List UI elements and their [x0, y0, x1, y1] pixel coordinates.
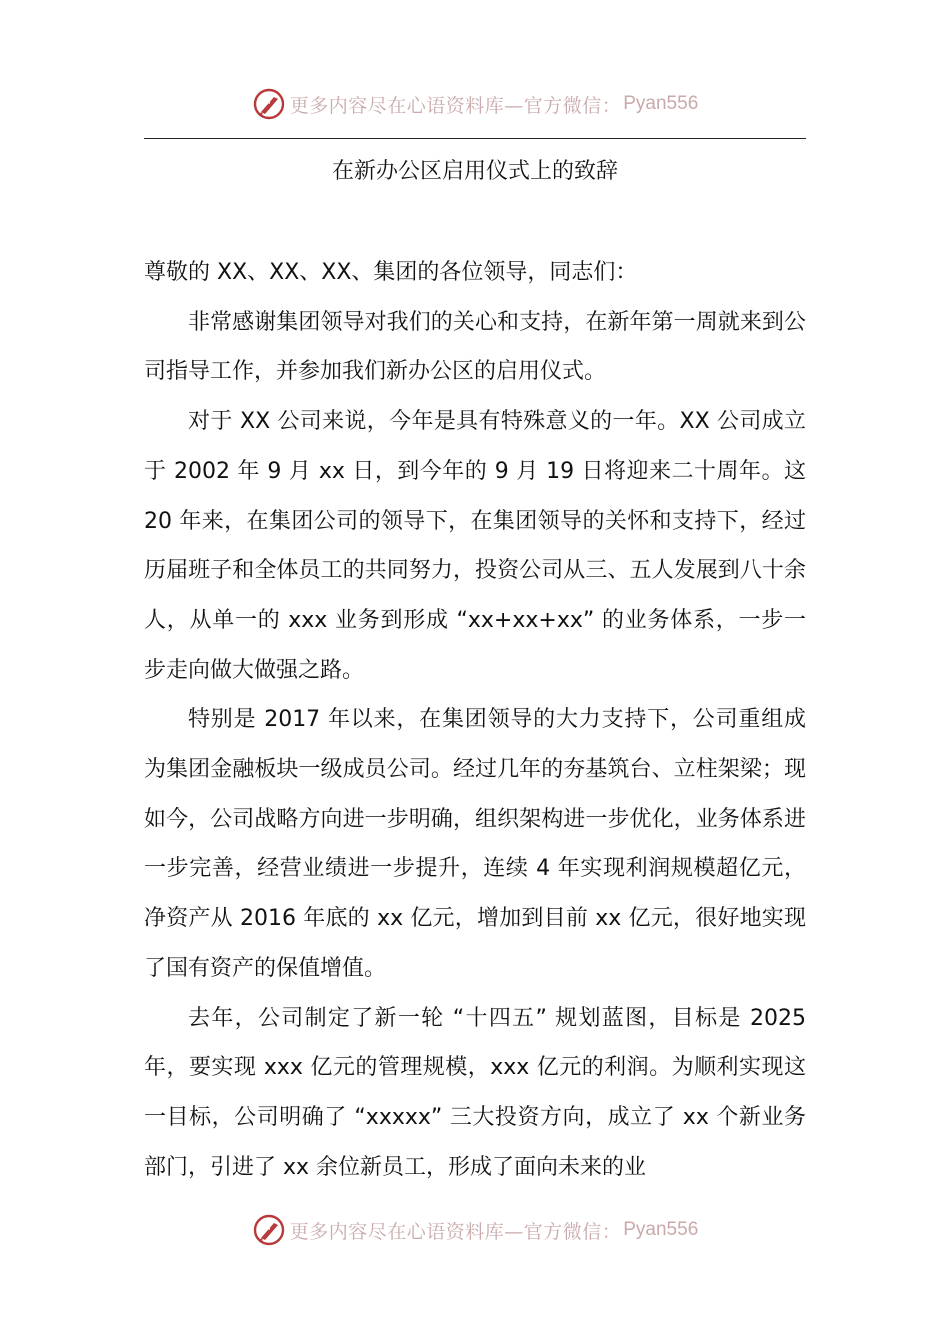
- paragraph-4: 去年，公司制定了新一轮 “十四五” 规划蓝图，目标是 2025 年，要实现 xxx 亿元的管理规模，xxx 亿元的利润。为顺利实现这一目标，公司明确了 “xxxxx” 三大投资方向，成立了 xx 个新业务部门，引进了 xx 余位新员工，形成了面向未来的业: [144, 1005, 806, 1180]
- salutation: 尊敬的 XX、XX、XX、集团的各位领导，同志们：: [144, 260, 638, 285]
- paragraph-1: 非常感谢集团领导对我们的关心和支持，在新年第一周就来到公司指导工作，并参加我们新办公区的启用仪式。: [144, 309, 806, 385]
- header-banner-handle: Pyan556: [623, 93, 699, 114]
- header-divider: [144, 138, 806, 139]
- footer-banner: [0, 1208, 950, 1252]
- footer-banner-handle: Pyan556: [623, 1219, 699, 1240]
- paragraph-3: 特别是 2017 年以来，在集团领导的大力支持下，公司重组成为集团金融板块一级成员公司。经过几年的夯基筑台、立柱架梁；现如今，公司战略方向进一步明确，组织架构进一步优化，业务体系进一步完善，经营业绩进一步提升，连续 4 年实现利润规模超亿元，净资产从 2016 年底的 xx 亿元，增加到目前 xx 亿元，很好地实现了国有资产的保值增值。: [144, 707, 806, 981]
- pen-nib-logo-icon: [252, 87, 286, 121]
- footer-banner-text: 更多内容尽在心语资料库—官方微信：: [289, 1220, 622, 1243]
- header-banner: [0, 82, 950, 126]
- header-banner-text: 更多内容尽在心语资料库—官方微信：: [289, 94, 622, 117]
- page-title: 在新办公区启用仪式上的致辞: [331, 159, 618, 184]
- paragraph-2: 对于 XX 公司来说，今年是具有特殊意义的一年。XX 公司成立于 2002 年 9 月 xx 日，到今年的 9 月 19 日将迎来二十周年。这 20 年来，在集团公司的领导下，在集团领导的关怀和支持下，经过历届班子和全体员工的共同努力，投资公司从三、五人发展到八十余人，从单一的 xxx 业务到形成 “xx+xx+xx” 的业务体系，一步一步走向做大做强之路。: [144, 409, 806, 683]
- pen-nib-logo-icon: [252, 1213, 286, 1247]
- document-body: [144, 248, 806, 1192]
